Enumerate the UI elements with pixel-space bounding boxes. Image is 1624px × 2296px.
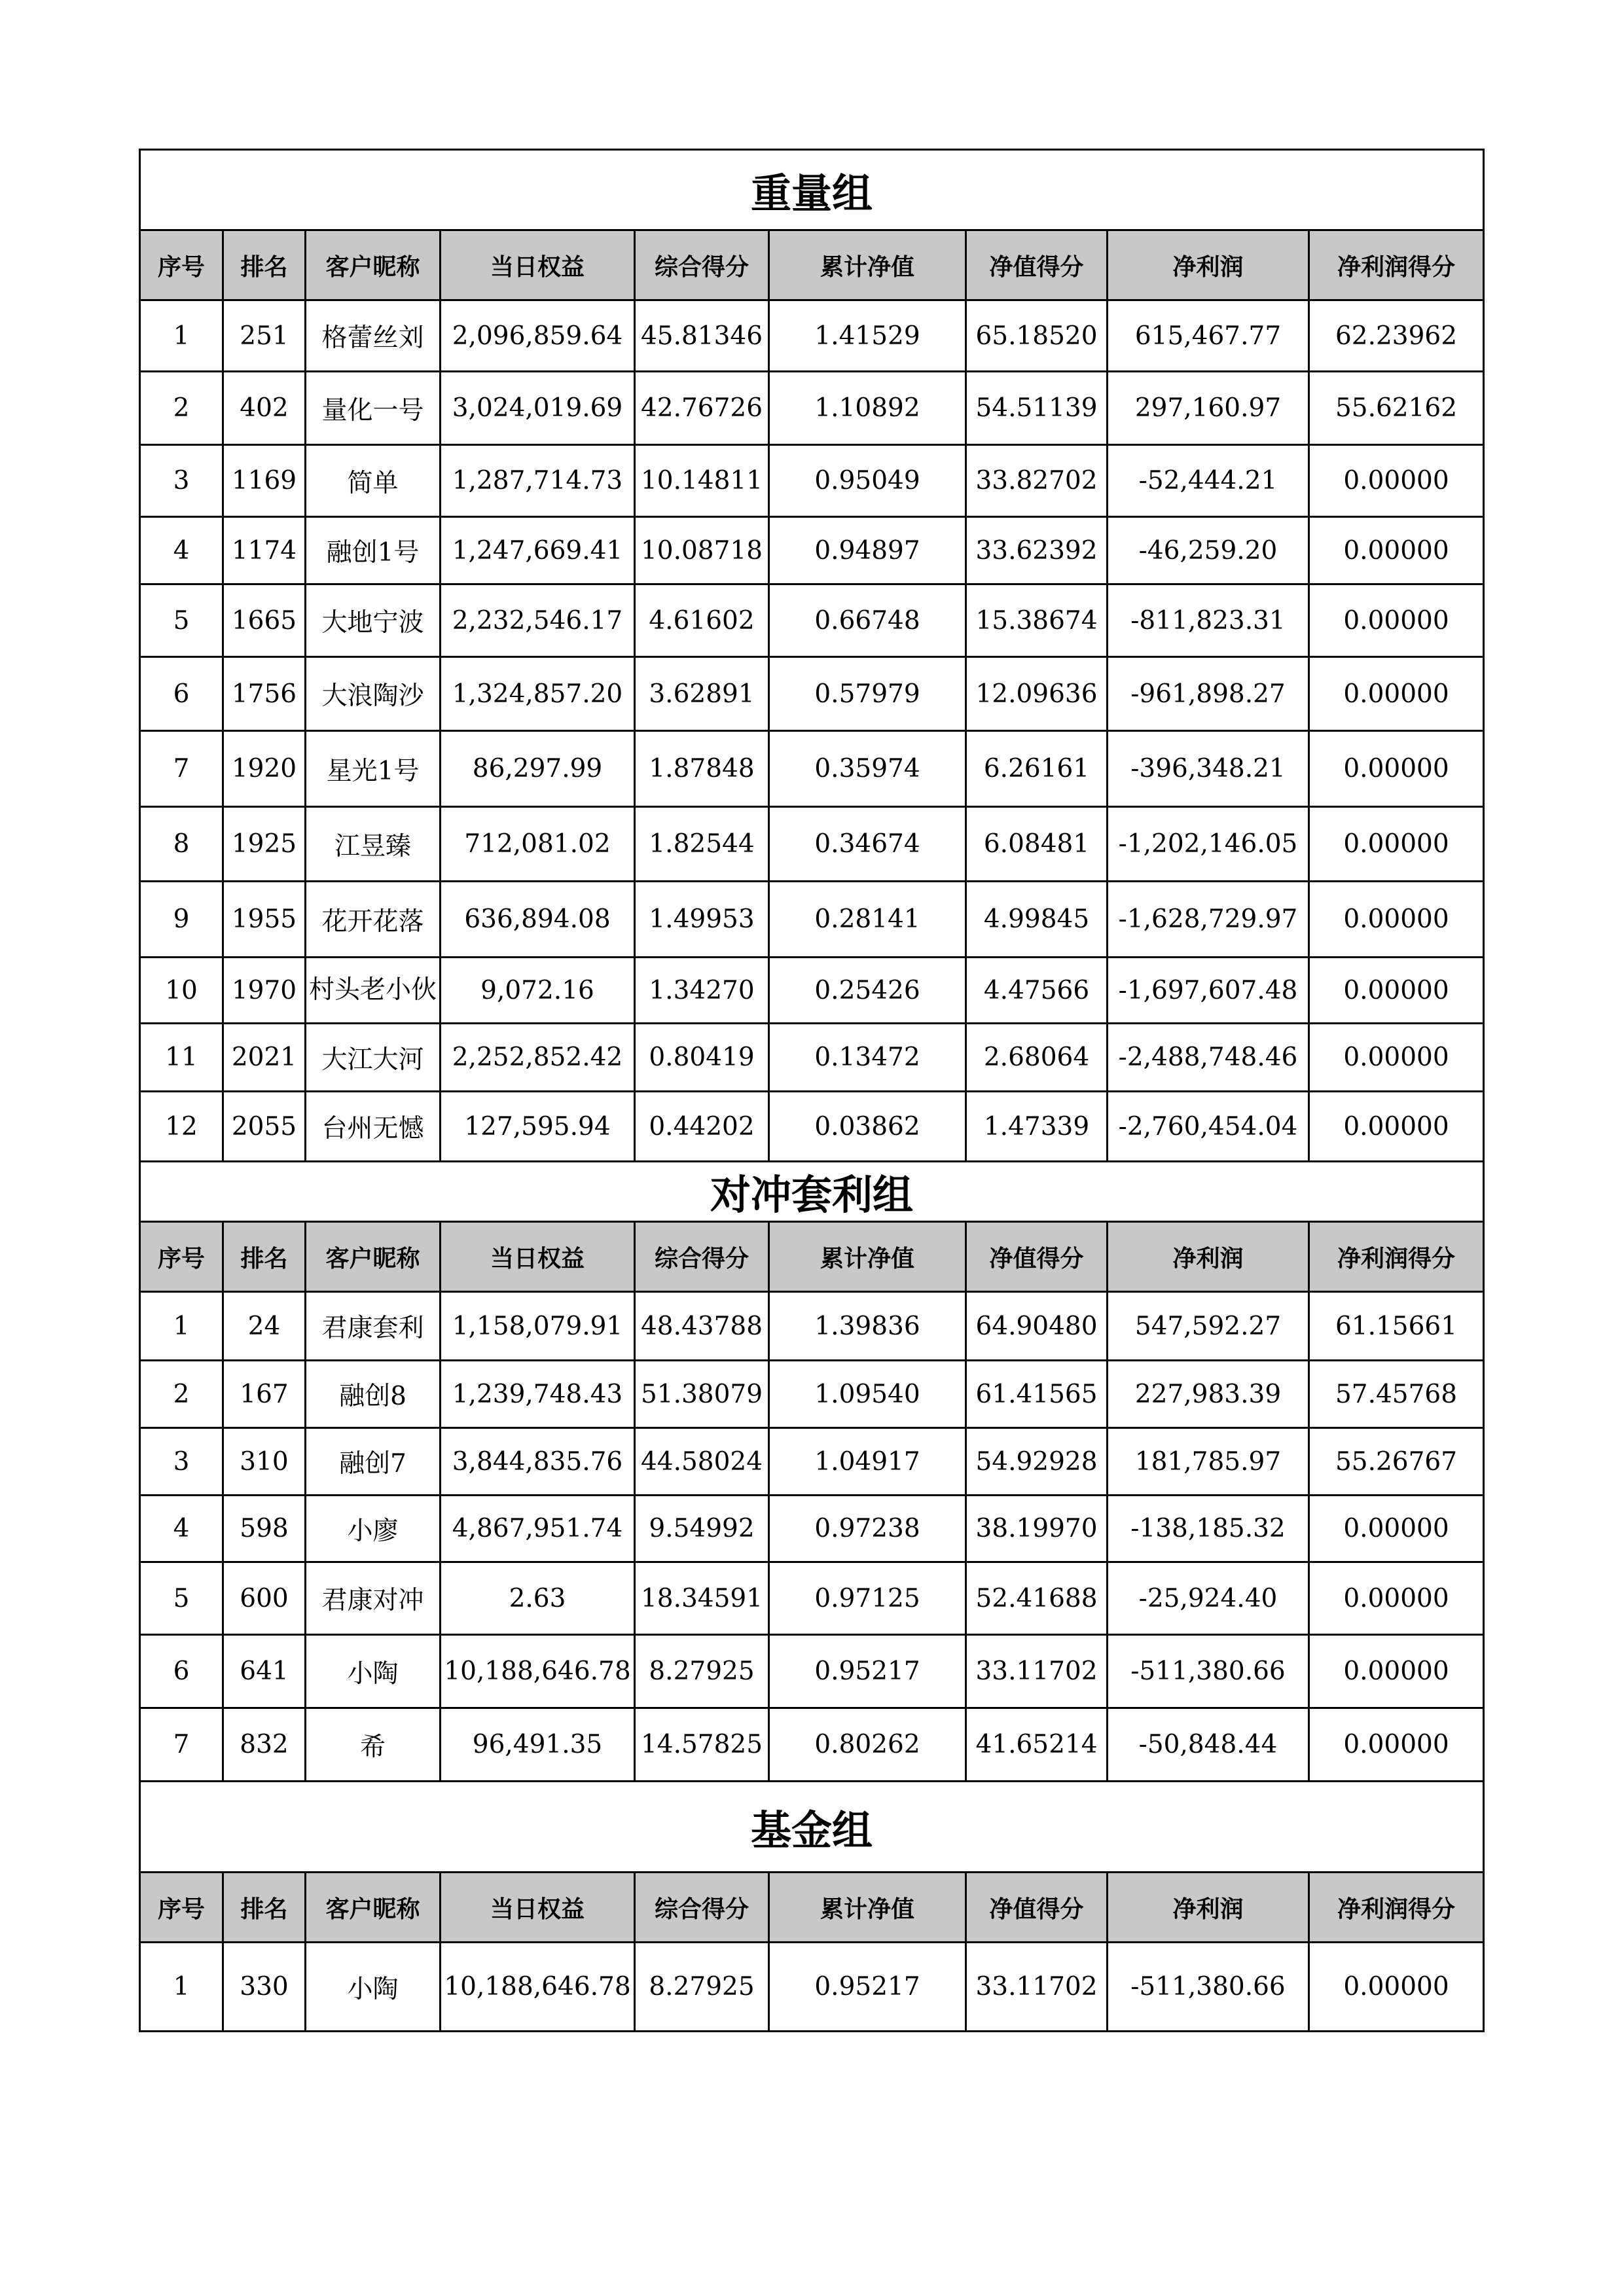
- table-row: [140, 657, 1484, 731]
- cell-rank: 1920: [223, 731, 306, 807]
- cell-seq: 4: [140, 517, 223, 584]
- cell-nickname: 大地宁波: [306, 584, 441, 657]
- cell-net-profit: -811,823.31: [1108, 584, 1309, 657]
- cell-nav-score: 4.47566: [966, 958, 1108, 1024]
- column-header-equity: 当日权益: [441, 1873, 635, 1943]
- cell-profit-score: 55.26767: [1309, 1428, 1484, 1496]
- column-header-row: [140, 1222, 1484, 1292]
- cell-nickname: 融创7: [306, 1428, 441, 1496]
- cell-equity: 2,252,852.42: [441, 1024, 635, 1092]
- cell-net-profit: 181,785.97: [1108, 1428, 1309, 1496]
- column-header-seq: 序号: [140, 1873, 223, 1943]
- cell-score: 51.38079: [635, 1361, 769, 1428]
- cell-nav: 0.80262: [769, 1708, 966, 1782]
- cell-equity: 3,024,019.69: [441, 372, 635, 445]
- cell-rank: 1925: [223, 807, 306, 882]
- cell-profit-score: 0.00000: [1309, 1496, 1484, 1562]
- cell-rank: 251: [223, 300, 306, 372]
- cell-nav: 0.66748: [769, 584, 966, 657]
- table-row: [140, 1562, 1484, 1635]
- cell-rank: 641: [223, 1635, 306, 1708]
- cell-seq: 10: [140, 958, 223, 1024]
- column-header-net-profit: 净利润: [1108, 230, 1309, 300]
- cell-seq: 4: [140, 1496, 223, 1562]
- cell-net-profit: 615,467.77: [1108, 300, 1309, 372]
- cell-score: 9.54992: [635, 1496, 769, 1562]
- table-row: [140, 584, 1484, 657]
- cell-profit-score: 0.00000: [1309, 445, 1484, 517]
- cell-rank: 1665: [223, 584, 306, 657]
- cell-nav-score: 61.41565: [966, 1361, 1108, 1428]
- cell-nav: 0.94897: [769, 517, 966, 584]
- cell-nickname: 小廖: [306, 1496, 441, 1562]
- column-header-net-profit: 净利润: [1108, 1222, 1309, 1292]
- cell-profit-score: 0.00000: [1309, 1092, 1484, 1162]
- cell-nav: 1.39836: [769, 1292, 966, 1361]
- cell-equity: 10,188,646.78: [441, 1943, 635, 2032]
- column-header-row: [140, 230, 1484, 300]
- cell-profit-score: 0.00000: [1309, 731, 1484, 807]
- table-row: [140, 731, 1484, 807]
- column-header-nickname: 客户昵称: [306, 230, 441, 300]
- cell-profit-score: 0.00000: [1309, 1943, 1484, 2032]
- column-header-seq: 序号: [140, 230, 223, 300]
- cell-equity: 2,096,859.64: [441, 300, 635, 372]
- cell-nav-score: 12.09636: [966, 657, 1108, 731]
- column-header-profit-score: 净利润得分: [1309, 230, 1484, 300]
- table-row: [140, 1428, 1484, 1496]
- cell-nav-score: 54.92928: [966, 1428, 1108, 1496]
- cell-nickname: 希: [306, 1708, 441, 1782]
- table-row: [140, 1708, 1484, 1782]
- cell-nav-score: 33.11702: [966, 1943, 1108, 2032]
- cell-nav: 1.04917: [769, 1428, 966, 1496]
- cell-equity: 1,287,714.73: [441, 445, 635, 517]
- column-header-score: 综合得分: [635, 230, 769, 300]
- cell-nav: 0.13472: [769, 1024, 966, 1092]
- cell-profit-score: 57.45768: [1309, 1361, 1484, 1428]
- cell-score: 0.44202: [635, 1092, 769, 1162]
- section-title: 基金组: [140, 1782, 1484, 1873]
- cell-seq: 6: [140, 1635, 223, 1708]
- cell-profit-score: 0.00000: [1309, 584, 1484, 657]
- cell-profit-score: 0.00000: [1309, 1635, 1484, 1708]
- cell-profit-score: 0.00000: [1309, 1562, 1484, 1635]
- cell-rank: 1169: [223, 445, 306, 517]
- cell-seq: 1: [140, 1943, 223, 2032]
- column-header-equity: 当日权益: [441, 230, 635, 300]
- cell-nickname: 小陶: [306, 1943, 441, 2032]
- cell-nickname: 融创8: [306, 1361, 441, 1428]
- cell-nav: 0.28141: [769, 882, 966, 958]
- cell-equity: 96,491.35: [441, 1708, 635, 1782]
- cell-rank: 167: [223, 1361, 306, 1428]
- cell-rank: 1174: [223, 517, 306, 584]
- cell-nav: 1.41529: [769, 300, 966, 372]
- cell-nav: 0.34674: [769, 807, 966, 882]
- cell-net-profit: -2,760,454.04: [1108, 1092, 1309, 1162]
- cell-nav: 0.95217: [769, 1635, 966, 1708]
- cell-equity: 636,894.08: [441, 882, 635, 958]
- cell-net-profit: -25,924.40: [1108, 1562, 1309, 1635]
- cell-nav: 0.25426: [769, 958, 966, 1024]
- cell-net-profit: -511,380.66: [1108, 1943, 1309, 2032]
- cell-nickname: 量化一号: [306, 372, 441, 445]
- table-row: [140, 1361, 1484, 1428]
- cell-profit-score: 62.23962: [1309, 300, 1484, 372]
- cell-rank: 598: [223, 1496, 306, 1562]
- column-header-row: [140, 1873, 1484, 1943]
- cell-nav-score: 33.11702: [966, 1635, 1108, 1708]
- cell-equity: 86,297.99: [441, 731, 635, 807]
- cell-score: 8.27925: [635, 1943, 769, 2032]
- cell-profit-score: 0.00000: [1309, 807, 1484, 882]
- cell-nav-score: 33.82702: [966, 445, 1108, 517]
- cell-seq: 1: [140, 1292, 223, 1361]
- cell-score: 14.57825: [635, 1708, 769, 1782]
- section-title-row: [140, 150, 1484, 230]
- cell-score: 44.58024: [635, 1428, 769, 1496]
- cell-equity: 712,081.02: [441, 807, 635, 882]
- column-header-rank: 排名: [223, 230, 306, 300]
- column-header-nav: 累计净值: [769, 1873, 966, 1943]
- table-row: [140, 300, 1484, 372]
- cell-net-profit: -396,348.21: [1108, 731, 1309, 807]
- cell-score: 8.27925: [635, 1635, 769, 1708]
- cell-nickname: 台州无憾: [306, 1092, 441, 1162]
- cell-seq: 12: [140, 1092, 223, 1162]
- cell-rank: 600: [223, 1562, 306, 1635]
- cell-profit-score: 0.00000: [1309, 517, 1484, 584]
- cell-nav: 1.09540: [769, 1361, 966, 1428]
- cell-nickname: 格蕾丝刘: [306, 300, 441, 372]
- table-row: [140, 1092, 1484, 1162]
- cell-nickname: 村头老小伙: [306, 958, 441, 1024]
- cell-score: 1.87848: [635, 731, 769, 807]
- cell-equity: 1,247,669.41: [441, 517, 635, 584]
- cell-seq: 7: [140, 731, 223, 807]
- cell-net-profit: 297,160.97: [1108, 372, 1309, 445]
- cell-nickname: 江昱臻: [306, 807, 441, 882]
- column-header-nav-score: 净值得分: [966, 230, 1108, 300]
- cell-seq: 7: [140, 1708, 223, 1782]
- cell-rank: 402: [223, 372, 306, 445]
- cell-score: 42.76726: [635, 372, 769, 445]
- cell-score: 4.61602: [635, 584, 769, 657]
- cell-profit-score: 61.15661: [1309, 1292, 1484, 1361]
- cell-seq: 8: [140, 807, 223, 882]
- cell-nickname: 融创1号: [306, 517, 441, 584]
- cell-nickname: 大江大河: [306, 1024, 441, 1092]
- cell-seq: 3: [140, 1428, 223, 1496]
- cell-rank: 1756: [223, 657, 306, 731]
- cell-rank: 2021: [223, 1024, 306, 1092]
- cell-profit-score: 0.00000: [1309, 958, 1484, 1024]
- cell-nav-score: 6.08481: [966, 807, 1108, 882]
- cell-nickname: 星光1号: [306, 731, 441, 807]
- column-header-equity: 当日权益: [441, 1222, 635, 1292]
- cell-rank: 24: [223, 1292, 306, 1361]
- cell-rank: 2055: [223, 1092, 306, 1162]
- cell-score: 3.62891: [635, 657, 769, 731]
- column-header-score: 综合得分: [635, 1222, 769, 1292]
- cell-equity: 2.63: [441, 1562, 635, 1635]
- cell-seq: 3: [140, 445, 223, 517]
- cell-rank: 832: [223, 1708, 306, 1782]
- cell-net-profit: -1,202,146.05: [1108, 807, 1309, 882]
- cell-nav-score: 6.26161: [966, 731, 1108, 807]
- table-row: [140, 372, 1484, 445]
- cell-seq: 5: [140, 1562, 223, 1635]
- section-title: 重量组: [140, 150, 1484, 230]
- cell-seq: 2: [140, 1361, 223, 1428]
- cell-equity: 1,239,748.43: [441, 1361, 635, 1428]
- column-header-nav-score: 净值得分: [966, 1222, 1108, 1292]
- cell-nav-score: 33.62392: [966, 517, 1108, 584]
- cell-seq: 6: [140, 657, 223, 731]
- cell-net-profit: -46,259.20: [1108, 517, 1309, 584]
- cell-equity: 2,232,546.17: [441, 584, 635, 657]
- cell-score: 10.08718: [635, 517, 769, 584]
- cell-profit-score: 55.62162: [1309, 372, 1484, 445]
- cell-seq: 1: [140, 300, 223, 372]
- cell-score: 48.43788: [635, 1292, 769, 1361]
- cell-rank: 310: [223, 1428, 306, 1496]
- cell-score: 18.34591: [635, 1562, 769, 1635]
- cell-equity: 1,324,857.20: [441, 657, 635, 731]
- cell-nav: 0.97125: [769, 1562, 966, 1635]
- cell-net-profit: 547,592.27: [1108, 1292, 1309, 1361]
- cell-net-profit: -1,628,729.97: [1108, 882, 1309, 958]
- cell-seq: 11: [140, 1024, 223, 1092]
- cell-net-profit: -961,898.27: [1108, 657, 1309, 731]
- cell-score: 0.80419: [635, 1024, 769, 1092]
- column-header-profit-score: 净利润得分: [1309, 1222, 1484, 1292]
- table-row: [140, 882, 1484, 958]
- cell-nav: 0.95217: [769, 1943, 966, 2032]
- table-row: [140, 445, 1484, 517]
- cell-net-profit: -511,380.66: [1108, 1635, 1309, 1708]
- cell-score: 1.34270: [635, 958, 769, 1024]
- cell-nav: 0.97238: [769, 1496, 966, 1562]
- column-header-profit-score: 净利润得分: [1309, 1873, 1484, 1943]
- cell-nav-score: 4.99845: [966, 882, 1108, 958]
- cell-score: 10.14811: [635, 445, 769, 517]
- table-row: [140, 1496, 1484, 1562]
- cell-rank: 330: [223, 1943, 306, 2032]
- section-title: 对冲套利组: [140, 1162, 1484, 1222]
- column-header-rank: 排名: [223, 1873, 306, 1943]
- cell-nav-score: 41.65214: [966, 1708, 1108, 1782]
- cell-nickname: 简单: [306, 445, 441, 517]
- column-header-rank: 排名: [223, 1222, 306, 1292]
- column-header-nickname: 客户昵称: [306, 1873, 441, 1943]
- cell-nav-score: 65.18520: [966, 300, 1108, 372]
- cell-profit-score: 0.00000: [1309, 1024, 1484, 1092]
- table-row: [140, 807, 1484, 882]
- table-row: [140, 1635, 1484, 1708]
- cell-net-profit: -138,185.32: [1108, 1496, 1309, 1562]
- column-header-score: 综合得分: [635, 1873, 769, 1943]
- cell-nav: 0.57979: [769, 657, 966, 731]
- cell-profit-score: 0.00000: [1309, 1708, 1484, 1782]
- cell-equity: 1,158,079.91: [441, 1292, 635, 1361]
- cell-nav-score: 15.38674: [966, 584, 1108, 657]
- cell-nav-score: 52.41688: [966, 1562, 1108, 1635]
- cell-seq: 9: [140, 882, 223, 958]
- column-header-nav: 累计净值: [769, 230, 966, 300]
- cell-nav: 1.10892: [769, 372, 966, 445]
- cell-net-profit: -1,697,607.48: [1108, 958, 1309, 1024]
- cell-nav: 0.03862: [769, 1092, 966, 1162]
- cell-rank: 1955: [223, 882, 306, 958]
- cell-equity: 3,844,835.76: [441, 1428, 635, 1496]
- column-header-net-profit: 净利润: [1108, 1873, 1309, 1943]
- cell-nickname: 花开花落: [306, 882, 441, 958]
- section-title-row: [140, 1782, 1484, 1873]
- cell-profit-score: 0.00000: [1309, 657, 1484, 731]
- cell-score: 45.81346: [635, 300, 769, 372]
- cell-equity: 127,595.94: [441, 1092, 635, 1162]
- cell-nickname: 君康套利: [306, 1292, 441, 1361]
- cell-profit-score: 0.00000: [1309, 882, 1484, 958]
- column-header-nav: 累计净值: [769, 1222, 966, 1292]
- cell-nav: 0.35974: [769, 731, 966, 807]
- cell-equity: 9,072.16: [441, 958, 635, 1024]
- cell-nickname: 小陶: [306, 1635, 441, 1708]
- section-title-row: [140, 1162, 1484, 1222]
- cell-equity: 4,867,951.74: [441, 1496, 635, 1562]
- cell-net-profit: -2,488,748.46: [1108, 1024, 1309, 1092]
- cell-net-profit: 227,983.39: [1108, 1361, 1309, 1428]
- cell-rank: 1970: [223, 958, 306, 1024]
- cell-seq: 5: [140, 584, 223, 657]
- table-row: [140, 517, 1484, 584]
- cell-equity: 10,188,646.78: [441, 1635, 635, 1708]
- table-row: [140, 1024, 1484, 1092]
- cell-nav-score: 54.51139: [966, 372, 1108, 445]
- cell-net-profit: -52,444.21: [1108, 445, 1309, 517]
- cell-nickname: 大浪陶沙: [306, 657, 441, 731]
- cell-nav: 0.95049: [769, 445, 966, 517]
- column-header-nav-score: 净值得分: [966, 1873, 1108, 1943]
- cell-score: 1.49953: [635, 882, 769, 958]
- column-header-seq: 序号: [140, 1222, 223, 1292]
- table-row: [140, 958, 1484, 1024]
- cell-nickname: 君康对冲: [306, 1562, 441, 1635]
- cell-score: 1.82544: [635, 807, 769, 882]
- ranking-sheet: [139, 149, 1483, 2032]
- cell-seq: 2: [140, 372, 223, 445]
- column-header-nickname: 客户昵称: [306, 1222, 441, 1292]
- table-row: [140, 1943, 1484, 2032]
- cell-nav-score: 64.90480: [966, 1292, 1108, 1361]
- cell-net-profit: -50,848.44: [1108, 1708, 1309, 1782]
- cell-nav-score: 2.68064: [966, 1024, 1108, 1092]
- ranking-table: [139, 149, 1485, 2032]
- table-row: [140, 1292, 1484, 1361]
- cell-nav-score: 38.19970: [966, 1496, 1108, 1562]
- cell-nav-score: 1.47339: [966, 1092, 1108, 1162]
